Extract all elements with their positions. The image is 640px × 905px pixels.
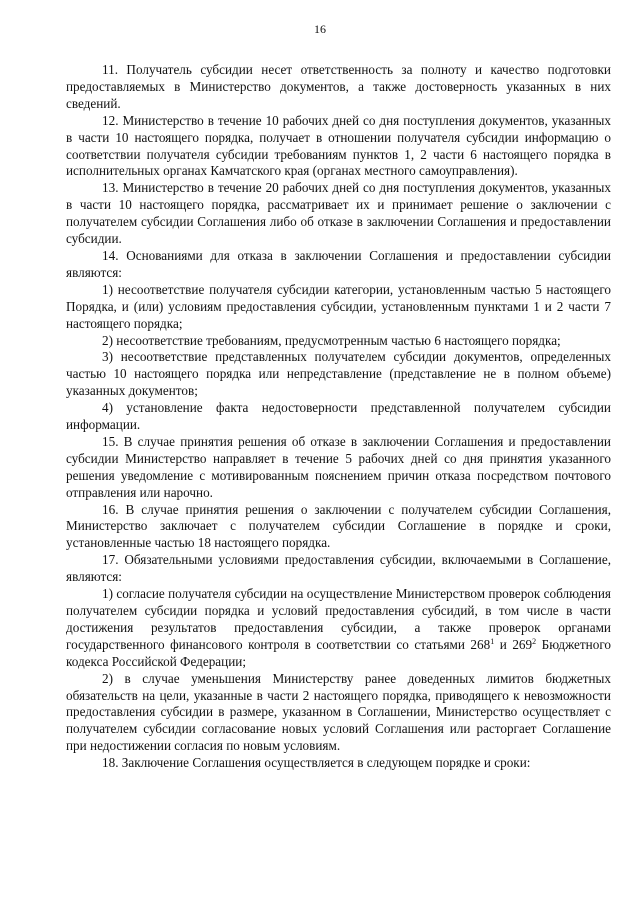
paragraph-18: 18. Заключение Соглашения осуществляется в следующем порядке и сроки: (102, 755, 531, 771)
paragraph-14-item-3: 3) несоответствие представленных получателем субсидии документов, определенных частью 10 настоящего порядка или непредставление (представление не в полном объеме) указанных документов; (66, 349, 611, 399)
paragraph-15: 15. В случае принятия решения об отказе в заключении Соглашения и предоставлении субсидии Министерство направляет в течение 5 рабочих дней со дня принятия указанного решения уведомление с мотивированным пояснением причин отказа посредством почтового отправления или нарочно. (66, 433, 611, 500)
paragraph-17-item-1-text-middle: и 269 (494, 636, 533, 652)
paragraph-16: 16. В случае принятия решения о заключении с получателем субсидии Соглашения, Министерство заключает с получателем субсидии Соглашение в порядке и сроки, установленные частью 18 настоящего порядка. (66, 501, 611, 551)
paragraph-17-item-1-text-before: 1) согласие получателя субсидии на осуществление Министерством проверок соблюдения получателем субсидии порядка и условий предоставления субсидий, в том числе в части достижения результатов предоставления субсидии, а также проверок органами государственного финансового контроля в соответствии со статьями 268 (66, 586, 611, 652)
paragraph-17: 17. Обязательными условиями предоставления субсидии, включаемыми в Соглашение, являются: (66, 552, 611, 585)
paragraph-14: 14. Основаниями для отказа в заключении Соглашения и предоставлении субсидии являются: (66, 247, 611, 280)
paragraph-12: 12. Министерство в течение 10 рабочих дней со дня поступления документов, указанных в части 10 настоящего порядка, получает в отношении получателя субсидии информацию о соответствии получателя субсидии требованиям пунктов 1, 2 части 6 настоящего порядка в исполнительных органах Камчатского края (органах местного самоуправления). (66, 112, 611, 179)
paragraph-13: 13. Министерство в течение 20 рабочих дней со дня поступления документов, указанных в части 10 настоящего порядка, рассматривает их и принимает решение о заключении с получателем субсидии Соглашения либо об отказе в заключении Соглашения и предоставлении субсидии. (66, 180, 611, 247)
page-number: 16 (314, 22, 326, 36)
paragraph-17-item-1-text-after: Бюджетного кодекса Российской Федерации; (66, 636, 611, 669)
paragraph-14-item-1: 1) несоответствие получателя субсидии категории, установленным частью 5 настоящего Порядка, и (или) условиям предоставления субсидии, установленным пунктами 1 и 2 части 7 настоящего порядка; (66, 281, 611, 331)
paragraph-11: 11. Получатель субсидии несет ответственность за полноту и качество подготовки предоставляемых в Министерство документов, а также достоверность указанных в них сведений. (66, 62, 611, 111)
paragraph-17-item-1 (66, 586, 611, 671)
paragraph-14-item-2: 2) несоответствие требованиям, предусмотренным частью 6 настоящего порядка; (102, 332, 561, 348)
superscript-1: 1 (490, 636, 495, 646)
document-body (66, 62, 611, 772)
paragraph-14-item-4: 4) установление факта недостоверности представленной получателем субсидии информации. (66, 400, 611, 433)
superscript-2: 2 (532, 636, 537, 646)
paragraph-17-item-2: 2) в случае уменьшения Министерству ранее доведенных лимитов бюджетных обязательств на цели, указанные в части 2 настоящего порядка, приводящего к невозможности предоставления субсидии в размере, указанном в Соглашении, Министерство осуществляет с получателем субсидии согласование новых условий Соглашения или расторгает Соглашение при недостижении согласия по новым условиям. (66, 670, 611, 754)
